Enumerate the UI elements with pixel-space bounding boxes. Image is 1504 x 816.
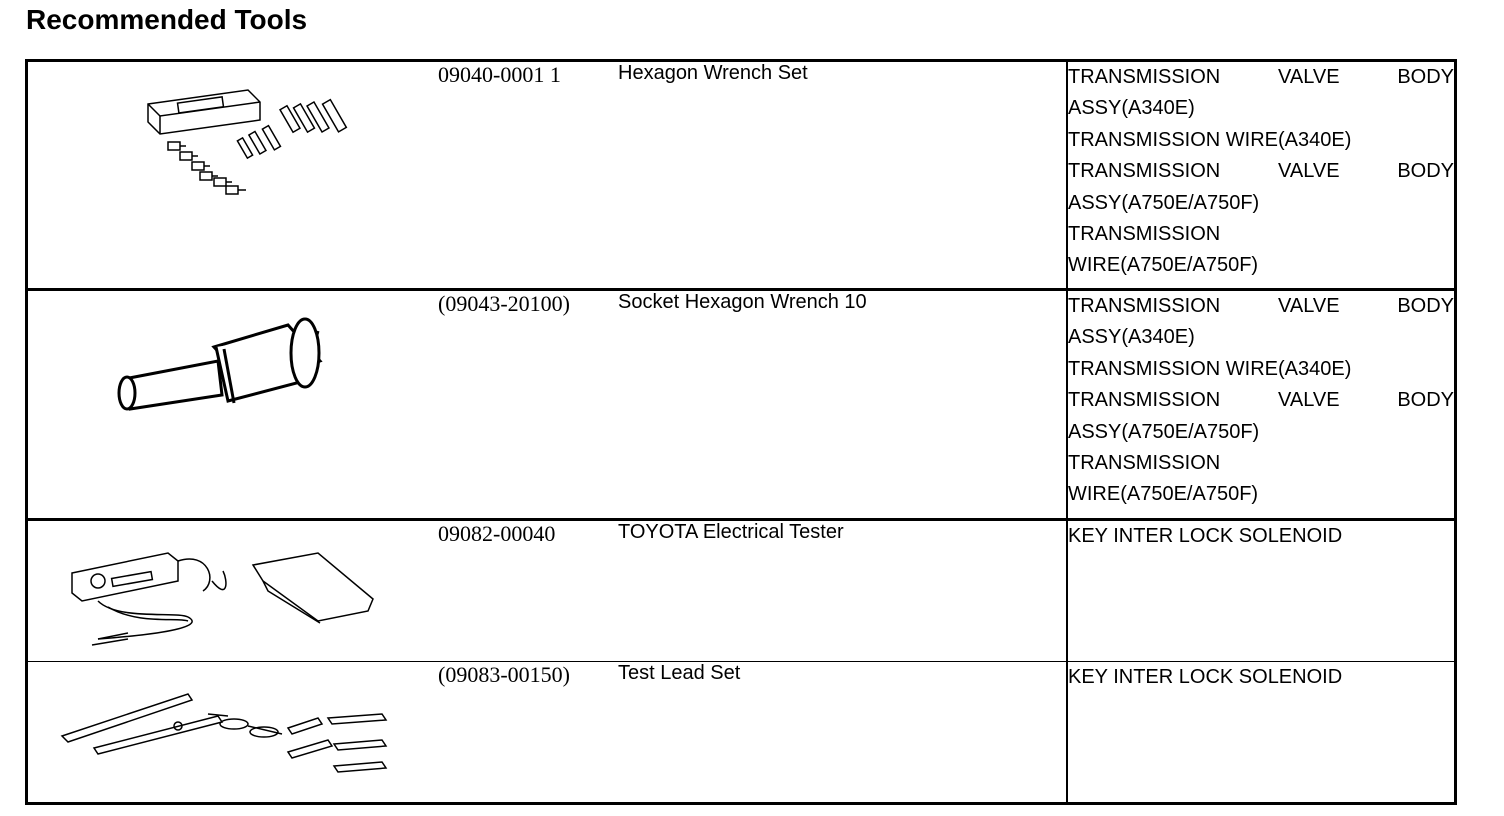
used-for-item: ASSY(A340E)	[1068, 326, 1195, 349]
tool-image-cell	[27, 290, 439, 520]
tool-name: Socket Hexagon Wrench 10	[618, 290, 1067, 520]
used-for-item: TRANSMISSION VALVE BODY	[1068, 295, 1454, 317]
used-for-item: TRANSMISSION VALVE BODY	[1068, 389, 1454, 412]
socket-hexagon-wrench-image	[28, 291, 438, 518]
table-row	[27, 520, 1456, 662]
tool-name: Test Lead Set	[618, 662, 1067, 804]
used-for-list	[1067, 662, 1456, 804]
tool-image-cell	[27, 662, 439, 804]
table-row	[27, 61, 1456, 290]
used-for-item: WIRE(A750E/A750F)	[1068, 254, 1259, 277]
used-for-item: ASSY(A750E/A750F)	[1068, 420, 1260, 443]
part-number: (09043-20100)	[438, 290, 618, 520]
used-for-item: TRANSMISSION WIRE(A340E)	[1068, 357, 1352, 380]
hexagon-wrench-set-image	[28, 62, 438, 288]
used-for-item: ASSY(A340E)	[1068, 97, 1195, 120]
test-lead-set-image	[28, 662, 438, 802]
part-number: 09040-0001 1	[438, 61, 618, 290]
tool-name: TOYOTA Electrical Tester	[618, 520, 1067, 662]
used-for-item: KEY INTER LOCK SOLENOID	[1068, 525, 1343, 547]
tool-name: Hexagon Wrench Set	[618, 61, 1067, 290]
part-number: 09082-00040	[438, 520, 618, 662]
used-for-item: TRANSMISSION WIRE(A340E)	[1068, 128, 1352, 151]
part-number: (09083-00150)	[438, 662, 570, 687]
tool-image-cell	[27, 520, 439, 662]
table-row	[27, 662, 1456, 804]
used-for-item: TRANSMISSION	[1068, 223, 1221, 246]
used-for-list	[1067, 290, 1456, 520]
tool-image-cell	[27, 61, 439, 290]
used-for-list	[1067, 520, 1456, 662]
used-for-item: TRANSMISSION VALVE BODY	[1068, 160, 1454, 183]
used-for-item: KEY INTER LOCK SOLENOID	[1068, 666, 1343, 688]
used-for-item: WIRE(A750E/A750F)	[1068, 483, 1259, 506]
used-for-item: ASSY(A750E/A750F)	[1068, 191, 1260, 214]
table-row	[27, 290, 1456, 520]
used-for-item: TRANSMISSION VALVE BODY	[1068, 66, 1454, 88]
used-for-list	[1067, 61, 1456, 290]
recommended-tools-table	[25, 59, 1457, 805]
electrical-tester-image	[28, 521, 438, 661]
used-for-item: TRANSMISSION	[1068, 452, 1221, 475]
page-title: Recommended Tools	[26, 4, 308, 35]
